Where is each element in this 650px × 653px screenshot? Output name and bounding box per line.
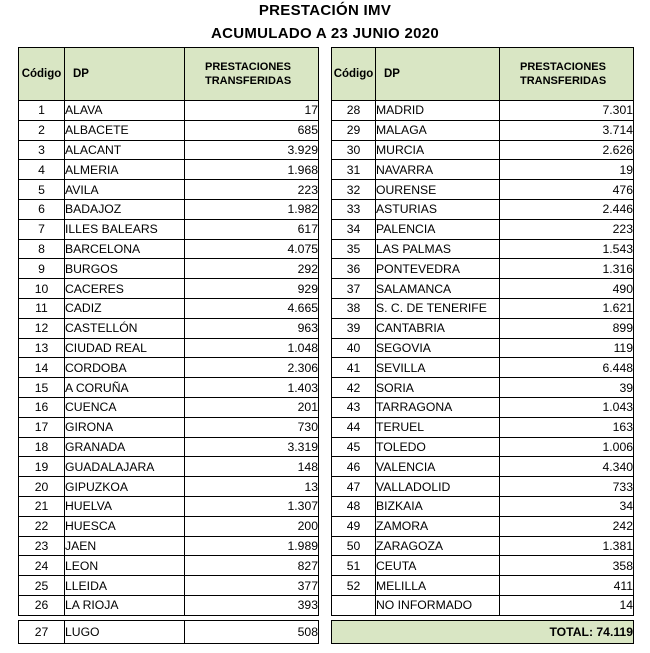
province-cell: CIUDAD REAL bbox=[65, 338, 185, 358]
value-cell: 1.543 bbox=[500, 239, 634, 259]
province-cell: AVILA bbox=[65, 180, 185, 200]
value-cell: 39 bbox=[500, 378, 634, 398]
code-cell: 40 bbox=[332, 338, 376, 358]
province-cell: MADRID bbox=[376, 101, 500, 121]
province-cell: CASTELLÓN bbox=[65, 318, 185, 338]
value-cell: 1.006 bbox=[500, 437, 634, 457]
value-cell: 3.929 bbox=[185, 140, 319, 160]
value-cell: 490 bbox=[500, 279, 634, 299]
code-cell: 48 bbox=[332, 496, 376, 516]
table-row bbox=[19, 417, 319, 437]
value-cell: 163 bbox=[500, 417, 634, 437]
table-row bbox=[332, 219, 634, 239]
province-cell: LEON bbox=[65, 556, 185, 576]
value-cell: 508 bbox=[185, 620, 319, 643]
code-cell: 17 bbox=[19, 417, 65, 437]
header-code: Código bbox=[19, 48, 65, 101]
code-cell: 43 bbox=[332, 397, 376, 417]
code-cell: 6 bbox=[19, 199, 65, 219]
code-cell: 38 bbox=[332, 298, 376, 318]
value-cell: 377 bbox=[185, 576, 319, 596]
code-cell: 32 bbox=[332, 180, 376, 200]
value-cell: 14 bbox=[500, 595, 634, 615]
table-row bbox=[19, 358, 319, 378]
code-cell: 8 bbox=[19, 239, 65, 259]
code-cell: 37 bbox=[332, 279, 376, 299]
province-cell: LAS PALMAS bbox=[376, 239, 500, 259]
table-row bbox=[332, 556, 634, 576]
code-cell: 23 bbox=[19, 536, 65, 556]
province-cell: HUELVA bbox=[65, 496, 185, 516]
code-cell: 12 bbox=[19, 318, 65, 338]
province-cell: SEGOVIA bbox=[376, 338, 500, 358]
table-row bbox=[19, 556, 319, 576]
title-line-1: PRESTACIÓN IMV bbox=[258, 2, 392, 19]
province-cell: PONTEVEDRA bbox=[376, 259, 500, 279]
province-cell: NO INFORMADO bbox=[376, 595, 500, 615]
value-cell: 1.043 bbox=[500, 397, 634, 417]
province-cell: GIRONA bbox=[65, 417, 185, 437]
province-cell: LLEIDA bbox=[65, 576, 185, 596]
province-cell: NAVARRA bbox=[376, 160, 500, 180]
province-cell: VALENCIA bbox=[376, 457, 500, 477]
table-row bbox=[19, 298, 319, 318]
table-row bbox=[19, 620, 319, 643]
value-cell: 1.621 bbox=[500, 298, 634, 318]
province-cell: LA RIOJA bbox=[65, 595, 185, 615]
table-row bbox=[332, 338, 634, 358]
code-cell: 7 bbox=[19, 219, 65, 239]
value-cell: 733 bbox=[500, 477, 634, 497]
code-cell: 24 bbox=[19, 556, 65, 576]
province-cell: CUENCA bbox=[65, 397, 185, 417]
table-row bbox=[332, 140, 634, 160]
code-cell: 16 bbox=[19, 397, 65, 417]
province-cell: BADAJOZ bbox=[65, 199, 185, 219]
table-row bbox=[19, 477, 319, 497]
table-row bbox=[19, 457, 319, 477]
province-cell: BIZKAIA bbox=[376, 496, 500, 516]
code-cell: 47 bbox=[332, 477, 376, 497]
code-cell: 28 bbox=[332, 101, 376, 121]
value-cell: 476 bbox=[500, 180, 634, 200]
value-cell: 13 bbox=[185, 477, 319, 497]
province-cell: HUESCA bbox=[65, 516, 185, 536]
table-row bbox=[19, 397, 319, 417]
province-cell: ZAMORA bbox=[376, 516, 500, 536]
table-row bbox=[332, 120, 634, 140]
province-cell: SEVILLA bbox=[376, 358, 500, 378]
province-cell: TOLEDO bbox=[376, 437, 500, 457]
province-cell: CORDOBA bbox=[65, 358, 185, 378]
table-row bbox=[19, 378, 319, 398]
province-cell: GIPUZKOA bbox=[65, 477, 185, 497]
province-cell: JAEN bbox=[65, 536, 185, 556]
value-cell: 827 bbox=[185, 556, 319, 576]
value-cell: 3.714 bbox=[500, 120, 634, 140]
table-row bbox=[19, 576, 319, 596]
header-dp: DP bbox=[65, 48, 185, 101]
code-cell: 19 bbox=[19, 457, 65, 477]
code-cell: 22 bbox=[19, 516, 65, 536]
province-cell: A CORUÑA bbox=[65, 378, 185, 398]
code-cell: 31 bbox=[332, 160, 376, 180]
province-cell: MELILLA bbox=[376, 576, 500, 596]
province-cell: GUADALAJARA bbox=[65, 457, 185, 477]
value-cell: 730 bbox=[185, 417, 319, 437]
header-prestaciones: PRESTACIONES TRANSFERIDAS bbox=[500, 48, 634, 101]
value-cell: 1.989 bbox=[185, 536, 319, 556]
province-cell: ASTURIAS bbox=[376, 199, 500, 219]
table-row bbox=[19, 199, 319, 219]
code-cell: 13 bbox=[19, 338, 65, 358]
value-cell: 2.626 bbox=[500, 140, 634, 160]
code-cell: 2 bbox=[19, 120, 65, 140]
value-cell: 7.301 bbox=[500, 101, 634, 121]
value-cell: 4.665 bbox=[185, 298, 319, 318]
table-row bbox=[19, 437, 319, 457]
code-cell: 25 bbox=[19, 576, 65, 596]
value-cell: 1.968 bbox=[185, 160, 319, 180]
value-cell: 6.448 bbox=[500, 358, 634, 378]
code-cell: 27 bbox=[19, 620, 65, 643]
value-cell: 200 bbox=[185, 516, 319, 536]
table-row bbox=[19, 338, 319, 358]
value-cell: 201 bbox=[185, 397, 319, 417]
code-cell: 15 bbox=[19, 378, 65, 398]
value-cell: 242 bbox=[500, 516, 634, 536]
province-cell: CACERES bbox=[65, 279, 185, 299]
code-cell: 51 bbox=[332, 556, 376, 576]
province-cell: TARRAGONA bbox=[376, 397, 500, 417]
table-row bbox=[332, 496, 634, 516]
code-cell: 29 bbox=[332, 120, 376, 140]
total-row bbox=[332, 620, 634, 643]
value-cell: 2.446 bbox=[500, 199, 634, 219]
table-row bbox=[332, 358, 634, 378]
code-cell: 33 bbox=[332, 199, 376, 219]
value-cell: 223 bbox=[185, 180, 319, 200]
province-cell: BARCELONA bbox=[65, 239, 185, 259]
code-cell: 45 bbox=[332, 437, 376, 457]
province-cell: S. C. DE TENERIFE bbox=[376, 298, 500, 318]
header-code: Código bbox=[332, 48, 376, 101]
code-cell: 18 bbox=[19, 437, 65, 457]
table-row bbox=[19, 180, 319, 200]
table-row bbox=[19, 101, 319, 121]
province-cell: TERUEL bbox=[376, 417, 500, 437]
left-table bbox=[18, 47, 319, 644]
value-cell: 899 bbox=[500, 318, 634, 338]
table-row bbox=[332, 536, 634, 556]
left-header-row bbox=[19, 48, 319, 101]
code-cell bbox=[332, 595, 376, 615]
value-cell: 1.381 bbox=[500, 536, 634, 556]
code-cell: 49 bbox=[332, 516, 376, 536]
header-dp: DP bbox=[376, 48, 500, 101]
province-cell: OURENSE bbox=[376, 180, 500, 200]
right-header-row bbox=[332, 48, 634, 101]
value-cell: 411 bbox=[500, 576, 634, 596]
province-cell: ILLES BALEARS bbox=[65, 219, 185, 239]
value-cell: 119 bbox=[500, 338, 634, 358]
value-cell: 685 bbox=[185, 120, 319, 140]
code-cell: 1 bbox=[19, 101, 65, 121]
province-cell: ALBACETE bbox=[65, 120, 185, 140]
province-cell: CEUTA bbox=[376, 556, 500, 576]
table-row bbox=[19, 140, 319, 160]
code-cell: 52 bbox=[332, 576, 376, 596]
table-row bbox=[332, 239, 634, 259]
code-cell: 30 bbox=[332, 140, 376, 160]
table-row bbox=[332, 457, 634, 477]
table-row bbox=[332, 417, 634, 437]
table-row bbox=[19, 259, 319, 279]
value-cell: 1.048 bbox=[185, 338, 319, 358]
value-cell: 617 bbox=[185, 219, 319, 239]
table-row bbox=[19, 219, 319, 239]
value-cell: 393 bbox=[185, 595, 319, 615]
province-cell: MALAGA bbox=[376, 120, 500, 140]
code-cell: 50 bbox=[332, 536, 376, 556]
value-cell: 929 bbox=[185, 279, 319, 299]
code-cell: 21 bbox=[19, 496, 65, 516]
table-row bbox=[332, 199, 634, 219]
province-cell: LUGO bbox=[65, 620, 185, 643]
table-row bbox=[332, 477, 634, 497]
province-cell: BURGOS bbox=[65, 259, 185, 279]
province-cell: ZARAGOZA bbox=[376, 536, 500, 556]
table-row bbox=[332, 160, 634, 180]
province-cell: SORIA bbox=[376, 378, 500, 398]
code-cell: 9 bbox=[19, 259, 65, 279]
code-cell: 4 bbox=[19, 160, 65, 180]
table-row bbox=[332, 318, 634, 338]
table-row bbox=[332, 576, 634, 596]
header-prestaciones: PRESTACIONES TRANSFERIDAS bbox=[185, 48, 319, 101]
table-row bbox=[332, 516, 634, 536]
table-row bbox=[332, 595, 634, 615]
code-cell: 3 bbox=[19, 140, 65, 160]
value-cell: 4.340 bbox=[500, 457, 634, 477]
province-cell: ALMERIA bbox=[65, 160, 185, 180]
table-row bbox=[19, 595, 319, 615]
table-row bbox=[332, 378, 634, 398]
code-cell: 39 bbox=[332, 318, 376, 338]
table-row bbox=[332, 437, 634, 457]
value-cell: 34 bbox=[500, 496, 634, 516]
value-cell: 3.319 bbox=[185, 437, 319, 457]
table-row bbox=[19, 318, 319, 338]
table-row bbox=[19, 160, 319, 180]
value-cell: 1.403 bbox=[185, 378, 319, 398]
value-cell: 1.982 bbox=[185, 199, 319, 219]
code-cell: 11 bbox=[19, 298, 65, 318]
code-cell: 42 bbox=[332, 378, 376, 398]
table-row bbox=[332, 180, 634, 200]
code-cell: 36 bbox=[332, 259, 376, 279]
table-row bbox=[19, 516, 319, 536]
value-cell: 223 bbox=[500, 219, 634, 239]
value-cell: 292 bbox=[185, 259, 319, 279]
value-cell: 17 bbox=[185, 101, 319, 121]
right-table bbox=[331, 47, 634, 644]
value-cell: 1.316 bbox=[500, 259, 634, 279]
value-cell: 19 bbox=[500, 160, 634, 180]
province-cell: MURCIA bbox=[376, 140, 500, 160]
value-cell: 4.075 bbox=[185, 239, 319, 259]
value-cell: 1.307 bbox=[185, 496, 319, 516]
value-cell: 148 bbox=[185, 457, 319, 477]
value-cell: 963 bbox=[185, 318, 319, 338]
value-cell: 2.306 bbox=[185, 358, 319, 378]
total-value: TOTAL: 74.119 bbox=[332, 620, 634, 643]
table-row bbox=[19, 536, 319, 556]
table-row bbox=[332, 101, 634, 121]
code-cell: 10 bbox=[19, 279, 65, 299]
province-cell: ALAVA bbox=[65, 101, 185, 121]
province-cell: SALAMANCA bbox=[376, 279, 500, 299]
table-row bbox=[332, 397, 634, 417]
province-cell: GRANADA bbox=[65, 437, 185, 457]
table-row bbox=[332, 259, 634, 279]
code-cell: 5 bbox=[19, 180, 65, 200]
code-cell: 41 bbox=[332, 358, 376, 378]
code-cell: 20 bbox=[19, 477, 65, 497]
table-row bbox=[19, 239, 319, 259]
code-cell: 46 bbox=[332, 457, 376, 477]
province-cell: VALLADOLID bbox=[376, 477, 500, 497]
table-row bbox=[332, 298, 634, 318]
province-cell: CANTABRIA bbox=[376, 318, 500, 338]
table-row bbox=[19, 279, 319, 299]
province-cell: CADIZ bbox=[65, 298, 185, 318]
province-cell: ALACANT bbox=[65, 140, 185, 160]
code-cell: 14 bbox=[19, 358, 65, 378]
value-cell: 358 bbox=[500, 556, 634, 576]
table-row bbox=[19, 496, 319, 516]
code-cell: 34 bbox=[332, 219, 376, 239]
code-cell: 26 bbox=[19, 595, 65, 615]
table-row bbox=[332, 279, 634, 299]
title-line-2: ACUMULADO A 23 JUNIO 2020 bbox=[210, 25, 440, 42]
province-cell: PALENCIA bbox=[376, 219, 500, 239]
code-cell: 35 bbox=[332, 239, 376, 259]
table-row bbox=[19, 120, 319, 140]
code-cell: 44 bbox=[332, 417, 376, 437]
